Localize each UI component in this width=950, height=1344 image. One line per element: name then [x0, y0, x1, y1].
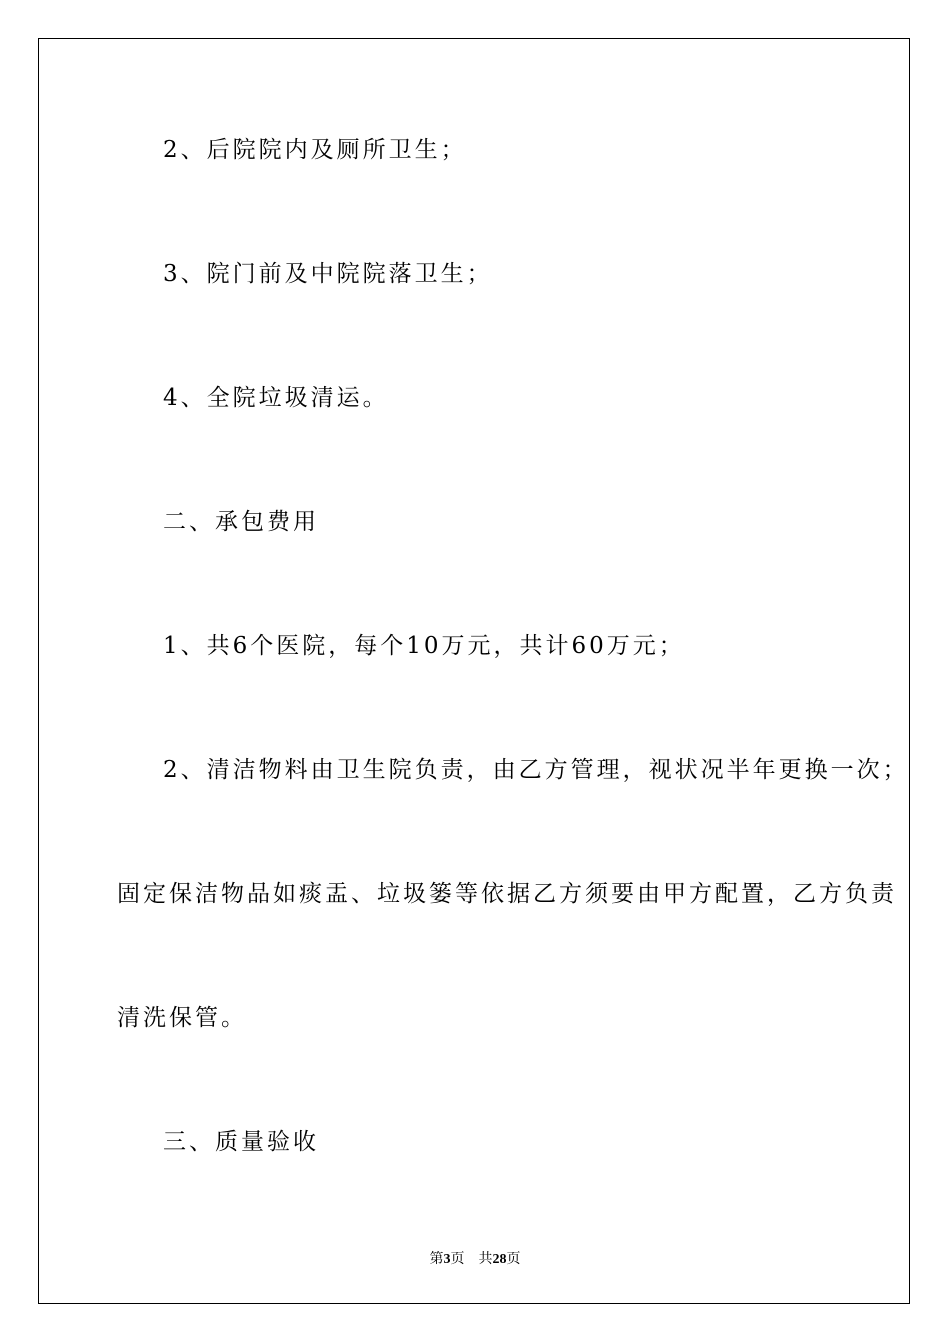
- footer-total-suffix: 页: [506, 1252, 521, 1267]
- page-footer: [0, 1248, 950, 1268]
- paragraph-cleaning-custody: 清洗保管。: [117, 1005, 247, 1031]
- section-heading-quality-acceptance: 三、质量验收: [163, 1129, 319, 1155]
- footer-total-pages: 28: [492, 1252, 507, 1267]
- footer-page-prefix: 第: [429, 1252, 444, 1267]
- paragraph-fixed-supplies: 固定保洁物品如痰盂、垃圾篓等依据乙方须要由甲方配置，乙方负责: [117, 881, 897, 907]
- footer-page-suffix: 页: [450, 1252, 465, 1267]
- page-border: [38, 38, 910, 1304]
- footer-total-prefix: 共: [478, 1252, 493, 1267]
- paragraph-front-courtyard: 3、院门前及中院院落卫生；: [163, 261, 493, 287]
- paragraph-garbage-removal: 4、全院垃圾清运。: [163, 385, 389, 411]
- section-heading-contract-fee: 二、承包费用: [163, 509, 319, 535]
- paragraph-fee-amount: 1、共6个医院，每个10万元，共计60万元；: [163, 633, 685, 659]
- paragraph-rear-courtyard: 2、后院院内及厕所卫生；: [163, 137, 467, 163]
- paragraph-cleaning-materials: 2、清洁物料由卫生院负责，由乙方管理，视状况半年更换一次；: [163, 757, 909, 783]
- footer-page-number: 3: [443, 1252, 451, 1267]
